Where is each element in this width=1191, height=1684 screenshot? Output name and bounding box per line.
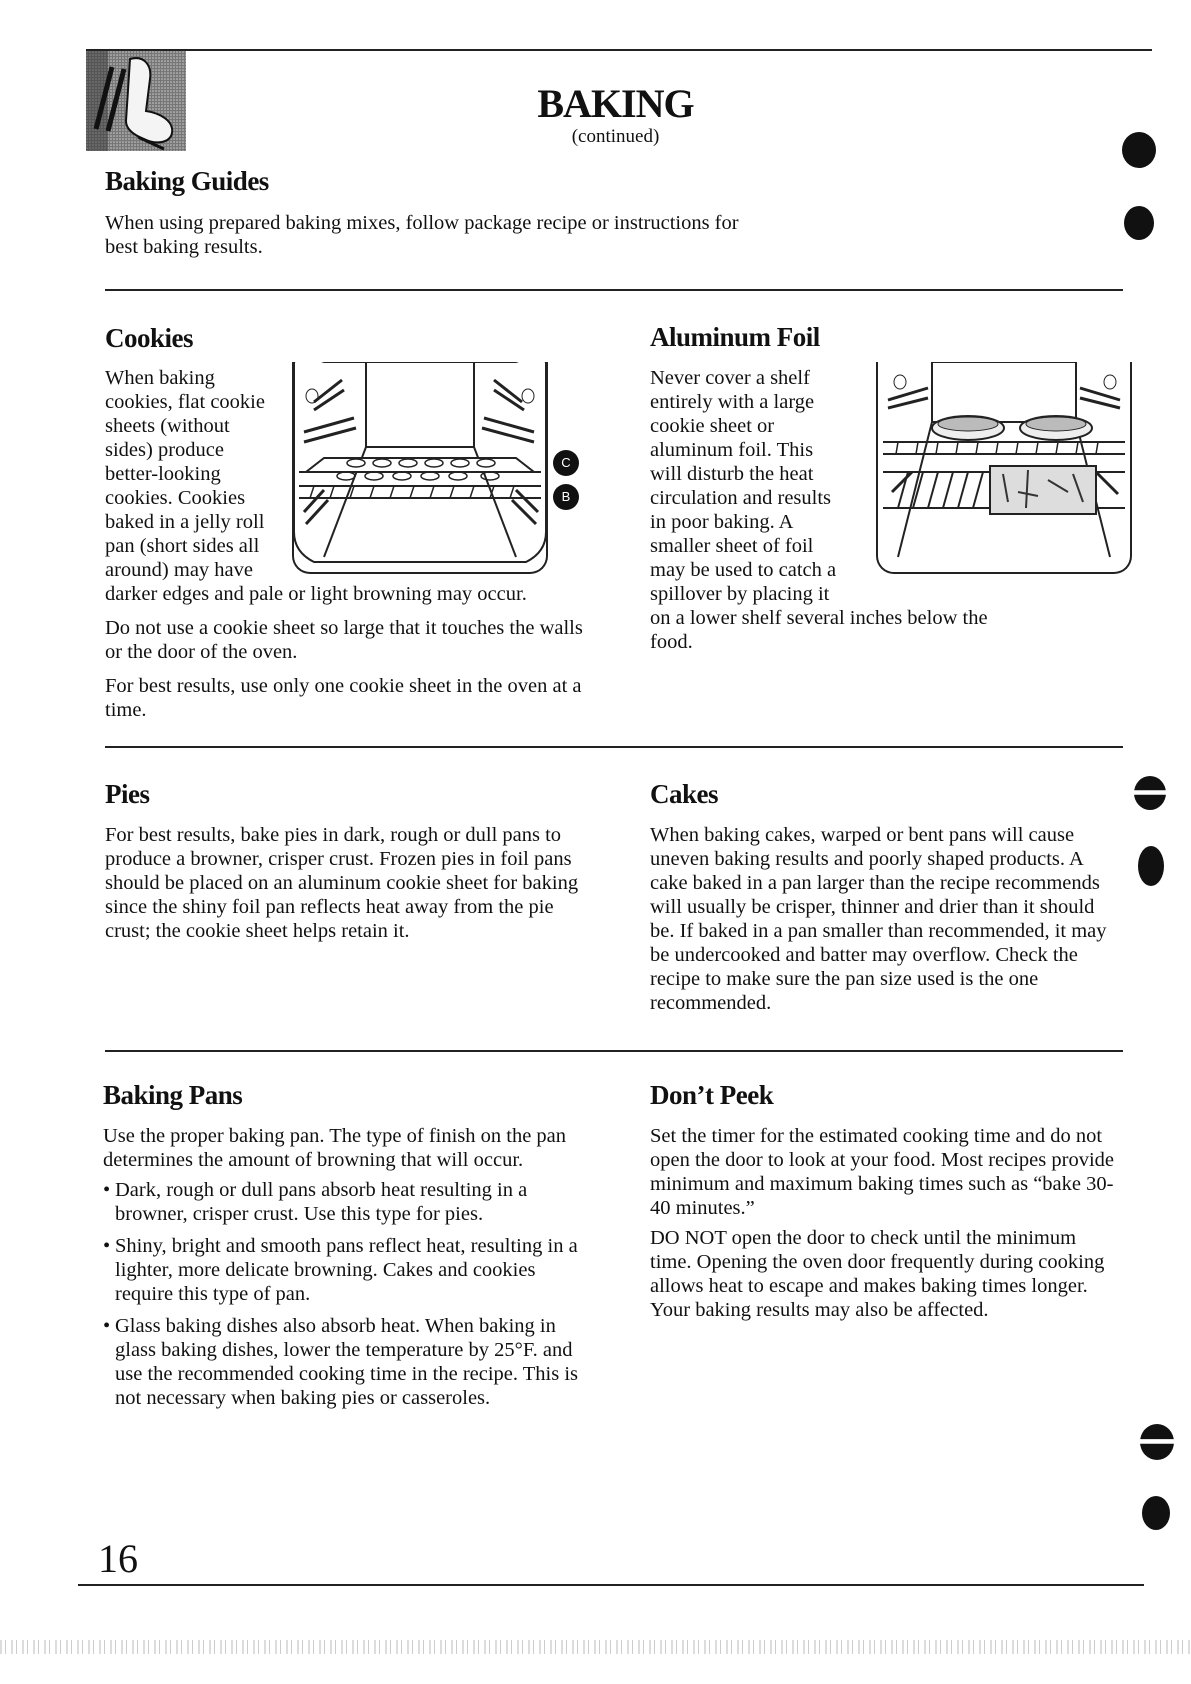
foil-line: aluminum foil. This — [650, 439, 814, 461]
baking-pans-bullet — [103, 1234, 583, 1306]
baking-guides-heading: Baking Guides — [105, 166, 269, 196]
binder-hole-mark — [1134, 776, 1166, 810]
dont-peek-body — [650, 1124, 1120, 1330]
cookies-para1-end: darker edges and pale or light browning may occur. — [105, 583, 527, 605]
page-title: BAKING — [537, 81, 694, 126]
cakes-heading: Cakes — [650, 779, 719, 809]
cookies-text-cont — [105, 582, 595, 730]
foil-line: may be used to catch a — [650, 559, 837, 581]
baking-pans-intro: Use the proper baking pan. The type of finish on the pan determines the amount of browning that will occur. — [103, 1125, 567, 1171]
baking-pans-body — [103, 1124, 583, 1418]
binder-hole-mark — [1142, 1496, 1170, 1530]
baking-pans-bullet — [103, 1314, 583, 1410]
foil-text-cont: on a lower shelf several inches below the food. — [650, 607, 988, 653]
foil-line: spillover by placing it — [650, 583, 830, 605]
cookies-wrap-text — [105, 366, 285, 582]
binder-hole-mark — [1124, 206, 1154, 240]
baking-pans-bullet — [103, 1178, 583, 1226]
cookies-line: When baking — [105, 367, 215, 389]
foil-oven-figure — [876, 362, 1132, 574]
bullet-text: Shiny, bright and smooth pans reflect heat, resulting in a lighter, more delicate browning. Cakes and cookies require this type of pan. — [115, 1235, 578, 1305]
divider-2 — [105, 746, 1123, 748]
divider-3 — [105, 1050, 1123, 1052]
cookies-para2: Do not use a cookie sheet so large that it touches the walls or the door of the oven. — [105, 617, 583, 663]
page-number: 16 — [98, 1536, 138, 1581]
pies-heading: Pies — [105, 779, 150, 809]
bullet-text: Dark, rough or dull pans absorb heat resulting in a browner, crisper crust. Use this type for pies. — [115, 1179, 528, 1225]
cookies-oven-figure — [292, 362, 548, 574]
bullet-dot: • — [103, 1315, 111, 1337]
bullet-dot: • — [103, 1179, 111, 1201]
foil-line: entirely with a large — [650, 391, 815, 413]
binder-hole-mark — [1138, 846, 1164, 886]
dont-peek-heading: Don’t Peek — [650, 1080, 774, 1110]
binder-hole-mark — [1140, 1424, 1174, 1460]
baking-guides-text: When using prepared baking mixes, follow package recipe or instructions for best baking results. — [105, 212, 739, 258]
top-rule — [86, 49, 1152, 51]
bullet-dot: • — [103, 1235, 111, 1257]
binder-hole-mark — [1122, 132, 1156, 168]
divider-1 — [105, 289, 1123, 291]
cookies-line: cookies, flat cookie — [105, 391, 265, 413]
cookies-line: cookies. Cookies — [105, 487, 246, 509]
foil-line: smaller sheet of foil — [650, 535, 814, 557]
cookies-heading: Cookies — [105, 323, 194, 353]
cookies-line: better-looking — [105, 463, 221, 485]
pies-text: For best results, bake pies in dark, rough or dull pans to produce a browner, crisper crust. Frozen pies in foil pans should be placed on an aluminum cookie sheet for baking since the shiny foil pan reflects heat away from the pie crust; the cookie sheet helps retain it. — [105, 824, 579, 942]
foil-line: cookie sheet or — [650, 415, 775, 437]
cookies-line: around) may have — [105, 559, 253, 581]
cakes-text: When baking cakes, warped or bent pans will cause uneven baking results and poorly shaped products. A cake baked in a pan larger than the recipe recommends will usually be crisper, thinner and drier than it should be. If baked in a pan smaller than recommended, it may be undercooked and batter may overflow. Check the recipe to make sure the pan size used is the one recommended. — [650, 824, 1107, 1014]
foil-line: Never cover a shelf — [650, 367, 810, 389]
dont-peek-para2: DO NOT open the door to check until the minimum time. Opening the oven door frequently during cooking allows heat to escape and makes baking times longer. Your baking results may also be affected. — [650, 1227, 1105, 1321]
baking-pans-heading: Baking Pans — [103, 1080, 243, 1110]
rack-c-badge: C — [553, 450, 579, 476]
cookies-line: baked in a jelly roll — [105, 511, 265, 533]
cookies-line: pan (short sides all — [105, 535, 260, 557]
foil-line: circulation and results — [650, 487, 832, 509]
bullet-text: Glass baking dishes also absorb heat. When baking in glass baking dishes, lower the temperature by 25°F. and use the recommended cooking time in the recipe. This is not necessary when baking pies or casseroles. — [115, 1315, 579, 1409]
cookies-para3: For best results, use only one cookie sheet in the oven at a time. — [105, 675, 582, 721]
scan-noise-strip — [0, 1640, 1191, 1654]
foil-line: in poor baking. A — [650, 511, 794, 533]
cookies-line: sides) produce — [105, 439, 224, 461]
bottom-rule — [78, 1584, 1144, 1586]
rack-b-badge: B — [553, 484, 579, 510]
dont-peek-para1: Set the timer for the estimated cooking time and do not open the door to look at your food. Most recipes provide minimum and maximum baking times such as “bake 30-40 minutes.” — [650, 1125, 1115, 1219]
foil-line: will disturb the heat — [650, 463, 814, 485]
foil-wrap-text — [650, 366, 860, 606]
cookies-line: sheets (without — [105, 415, 230, 437]
aluminum-foil-heading: Aluminum Foil — [650, 322, 820, 352]
page-subtitle: (continued) — [571, 126, 660, 147]
